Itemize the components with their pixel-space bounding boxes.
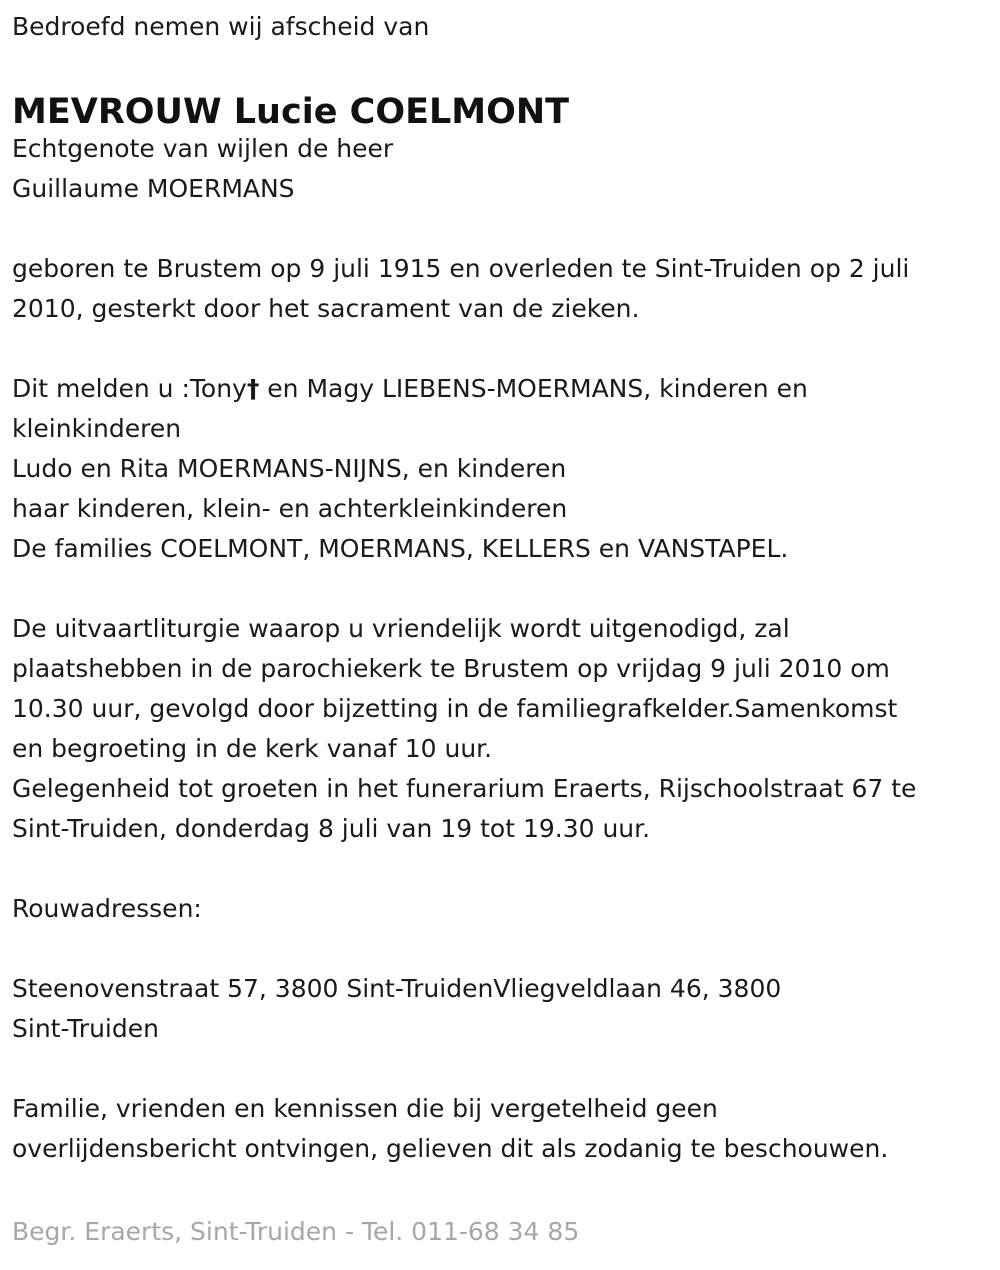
- closing-line-1: Familie, vrienden en kennissen die bij vergetelheid geen: [12, 1094, 718, 1123]
- addresses-label: Rouwadressen:: [12, 894, 202, 923]
- address-line-1: Steenovenstraat 57, 3800 Sint-TruidenVliegveldlaan 46, 3800: [12, 974, 782, 1003]
- funeral-line-3: 10.30 uur, gevolgd door bijzetting in de familiegrafkelder.Samenkomst: [12, 694, 898, 723]
- funeral-line-2: plaatshebben in de parochiekerk te Brustem op vrijdag 9 juli 2010 om: [12, 654, 890, 683]
- funeral-line-5: Gelegenheid tot groeten in het funerarium Eraerts, Rijschoolstraat 67 te: [12, 774, 917, 803]
- birth-death-line-1: geboren te Brustem op 9 juli 1915 en overleden te Sint-Truiden op 2 juli: [12, 254, 910, 283]
- spacer: [12, 569, 988, 609]
- funeral-line-4: en begroeting in de kerk vanaf 10 uur.: [12, 734, 493, 763]
- spacer: [12, 1049, 988, 1089]
- address-line-2: Sint-Truiden: [12, 1014, 159, 1043]
- announcers-line-5: De families COELMONT, MOERMANS, KELLERS en VANSTAPEL.: [12, 534, 789, 563]
- announcers-prefix: Dit melden u :Tony: [12, 374, 247, 403]
- spacer: [12, 929, 988, 969]
- funeral-line-6: Sint-Truiden, donderdag 8 juli van 19 tot 19.30 uur.: [12, 814, 651, 843]
- spacer: [12, 849, 988, 889]
- spouse-line-1: Echtgenote van wijlen de heer: [12, 134, 394, 163]
- funeral-home-footer: Begr. Eraerts, Sint-Truiden - Tel. 011-68 34 85: [12, 1217, 580, 1246]
- announcers-rest: en Magy LIEBENS-MOERMANS, kinderen en: [259, 374, 808, 403]
- funeral-line-1: De uitvaartliturgie waarop u vriendelijk wordt uitgenodigd, zal: [12, 614, 790, 643]
- birth-death-line-2: 2010, gesterkt door het sacrament van de zieken.: [12, 294, 640, 323]
- announcers-line-2: kleinkinderen: [12, 414, 182, 443]
- spacer: [12, 329, 988, 369]
- intro-text: Bedroefd nemen wij afscheid van: [12, 12, 430, 41]
- deceased-name: MEVROUW Lucie COELMONT: [12, 92, 570, 132]
- announcers-line-4: haar kinderen, klein- en achterkleinkinderen: [12, 494, 568, 523]
- cross-icon: †: [246, 374, 260, 403]
- announcers-line-1: [12, 369, 988, 409]
- spacer: [12, 209, 988, 249]
- spouse-line-2: Guillaume MOERMANS: [12, 174, 295, 203]
- announcers-line-3: Ludo en Rita MOERMANS-NIJNS, en kinderen: [12, 454, 567, 483]
- closing-line-2: overlijdensbericht ontvingen, gelieven dit als zodanig te beschouwen.: [12, 1134, 889, 1163]
